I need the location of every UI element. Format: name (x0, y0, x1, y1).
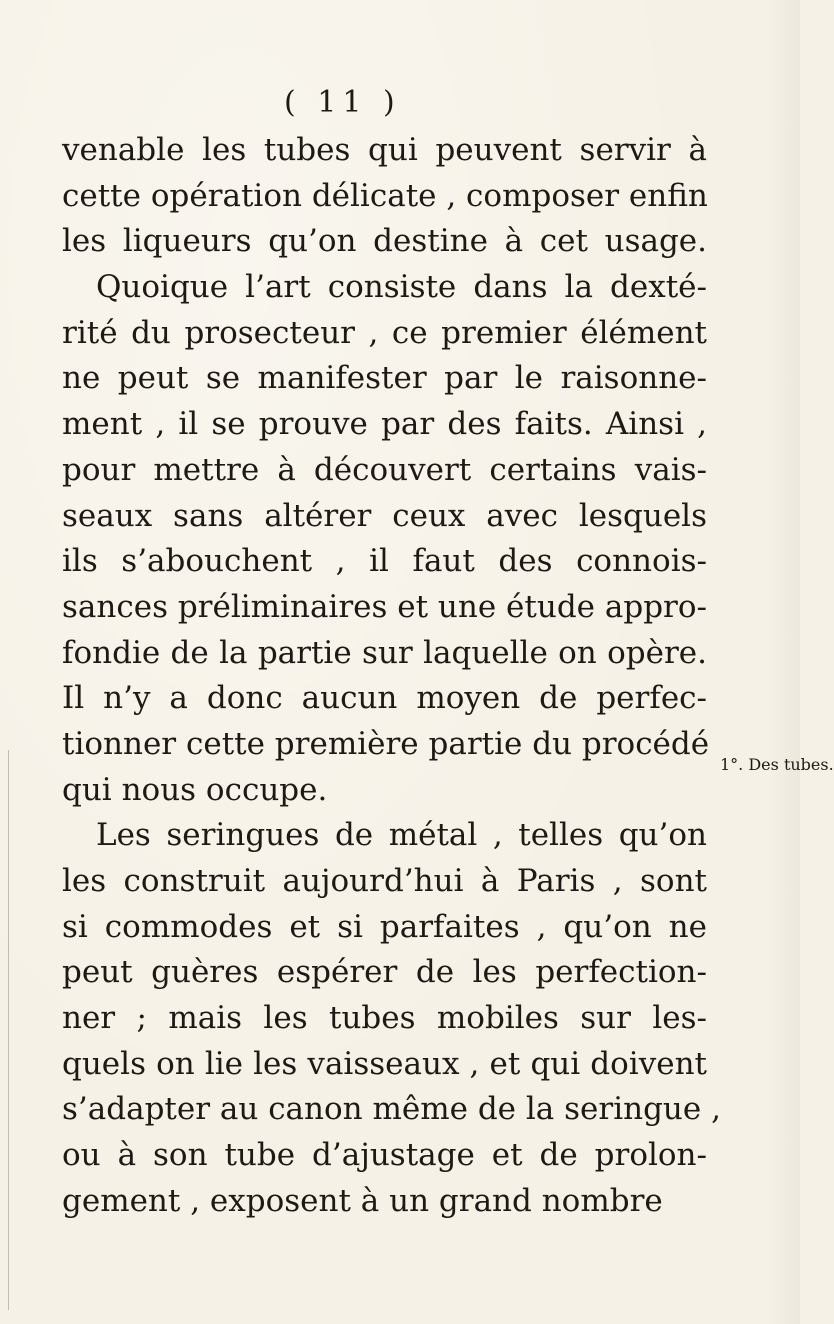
text-line: Les seringues de métal , telles qu’on (96, 817, 707, 854)
text-line: qui nous occupe. (62, 771, 328, 808)
text-line: quels on lie les vaisseaux , et qui doivent (62, 1045, 707, 1082)
margin-note: 1°. Des tubes. (720, 755, 834, 774)
text-line: les liqueurs qu’on destine à cet usage. (62, 223, 707, 260)
margin-rule (8, 750, 9, 1310)
text-line: s’adapter au canon même de la seringue , (62, 1091, 721, 1128)
text-line: ment , il se prouve par des faits. Ainsi , (62, 406, 707, 443)
text-line: ou à son tube d’ajustage et de prolon- (62, 1137, 707, 1174)
text-line: Quoique l’art consiste dans la dexté- (96, 269, 707, 306)
text-line: ner ; mais les tubes mobiles sur les- (62, 1000, 707, 1037)
text-line: les construit aujourd’hui à Paris , sont (62, 863, 707, 899)
text-line: pour mettre à découvert certains vais- (62, 451, 707, 488)
page-number: ( 11 ) (284, 85, 401, 120)
text-line: peut guères espérer de les perfection- (62, 954, 707, 991)
text-line: venable les tubes qui peuvent servir à (62, 132, 707, 168)
text-line: ils s’abouchent , il faut des connois- (62, 543, 707, 580)
text-line: si commodes et si parfaites , qu’on ne (62, 908, 707, 945)
text-line: gement , exposent à un grand nombre (62, 1182, 663, 1219)
text-line: rité du prosecteur , ce premier élément (62, 314, 707, 351)
text-line: ne peut se manifester par le raisonne- (62, 360, 707, 397)
text-line: fondie de la partie sur laquelle on opère. (62, 634, 707, 671)
text-line: tionner cette première partie du procédé (62, 725, 710, 762)
body-text (62, 128, 721, 1225)
text-line: sances préliminaires et une étude appro- (62, 588, 707, 625)
text-line: seaux sans altérer ceux avec lesquels (62, 497, 707, 534)
text-line: cette opération délicate , composer enfin (62, 177, 708, 214)
text-line: Il n’y a donc aucun moyen de perfec- (62, 680, 707, 717)
